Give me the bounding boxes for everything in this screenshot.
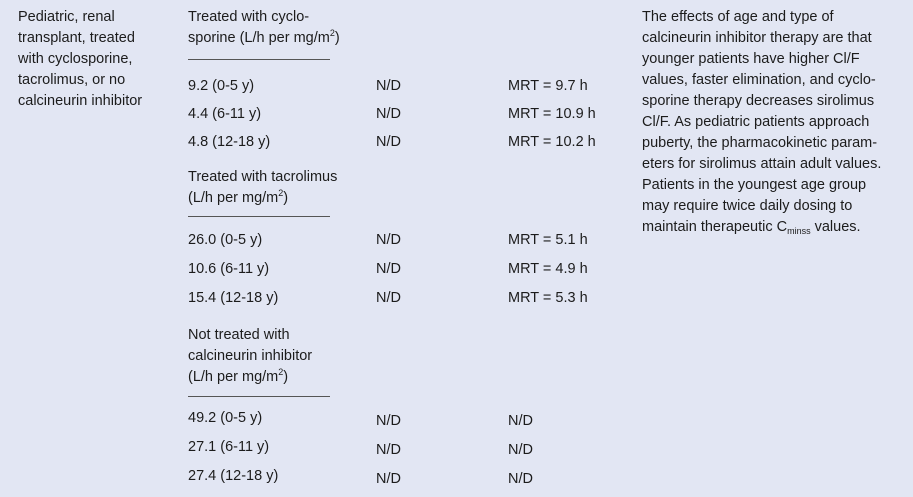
section-heading-line: Treated with tacrolimus [188,169,338,185]
comment-line: values, faster elimination, and cyclo- [642,72,876,88]
clearance-value: 15.4 (12-18 y) [188,290,279,306]
comment-line: puberty, the pharmacokinetic param- [642,135,878,151]
col3-value: N/D [508,413,533,429]
col3-value: N/D [508,471,533,487]
col3-value: MRT = 4.9 h [508,261,588,277]
comment-line: Patients in the youngest age group [642,177,867,193]
comment-line: maintain therapeutic $C_{minss}$ values. [642,219,861,236]
section-heading-line: (L/h per $mg/m^2$) [188,188,289,206]
clearance-value: 26.0 (0-5 y) [188,232,263,248]
col2-value: N/D [376,442,401,458]
population-line: Pediatric, renal [18,9,115,25]
clearance-value: 27.1 (6-11 y) [188,439,270,455]
section-heading-line: (L/h per $mg/m^2$) [188,367,289,385]
col3-value: MRT = 5.1 h [508,232,588,248]
clearance-value: 10.6 (6-11 y) [188,261,270,277]
subscript: minss [787,226,811,236]
population-line: with cyclosporine, [18,51,133,67]
section-heading-line: sporine (L/h per $mg/m^2$) [188,28,340,46]
comment-line: eters for sirolimus attain adult values. [642,156,882,172]
col2-value: N/D [376,413,401,429]
clearance-value: 49.2 (0-5 y) [188,410,263,426]
col3-value: MRT = 5.3 h [508,290,588,306]
clearance-value: 4.4 (6-11 y) [188,106,262,122]
comment-line: may require twice daily dosing to [642,198,853,214]
population-line: tacrolimus, or no [18,72,126,88]
section-heading-line: Not treated with [188,327,290,343]
section-heading-line: calcineurin inhibitor [188,348,313,364]
heading-rule [188,59,330,60]
col2-value: N/D [376,290,401,306]
comment-line: sporine therapy decreases sirolimus [642,93,875,109]
col2-value: N/D [376,261,401,277]
comment-line: younger patients have higher Cl/F [642,51,860,67]
superscript: 2 [278,367,284,377]
col3-value: MRT = 10.2 h [508,134,596,150]
population-line: transplant, treated [18,30,135,46]
heading-rule [188,396,330,397]
section-heading-line: Treated with cyclo- [188,9,310,25]
comment-line: calcineurin inhibitor therapy are that [642,30,872,46]
col3-value: MRT = 10.9 h [508,106,596,122]
col3-value: MRT = 9.7 h [508,78,588,94]
superscript: 2 [278,188,284,198]
clearance-value: 9.2 (0-5 y) [188,78,255,94]
comment-line: The effects of age and type of [642,9,834,25]
col2-value: N/D [376,134,401,150]
col3-value: N/D [508,442,533,458]
clearance-value: 4.8 (12-18 y) [188,134,271,150]
col2-value: N/D [376,471,401,487]
clearance-value: 27.4 (12-18 y) [188,468,279,484]
col2-value: N/D [376,78,401,94]
col2-value: N/D [376,232,401,248]
col2-value: N/D [376,106,401,122]
population-line: calcineurin inhibitor [18,93,143,109]
comment-line: Cl/F. As pediatric patients approach [642,114,870,130]
heading-rule [188,216,330,217]
superscript: 2 [329,28,335,38]
